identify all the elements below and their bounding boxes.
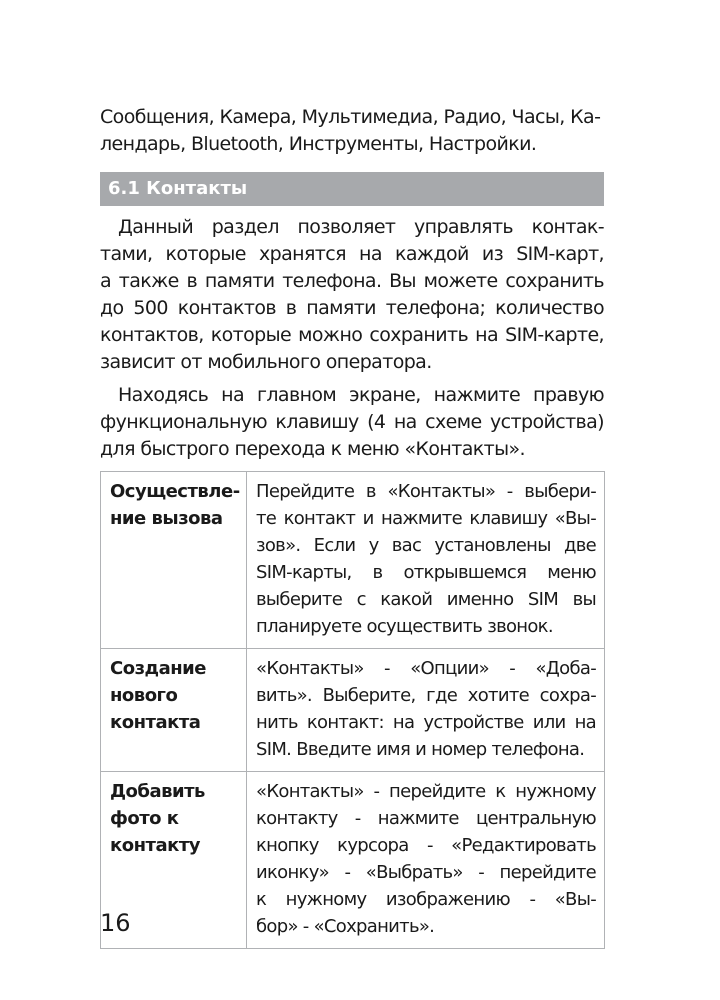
row-description-cell [247, 472, 605, 649]
row-description: бор» - «Сохранить». [256, 916, 435, 937]
text-line: лендарь, Bluetooth, Инструменты, Настройки. [100, 133, 537, 155]
row-description: кнопку курсора - «Редактировать [256, 835, 596, 856]
row-label: нового [110, 685, 178, 706]
row-description: выберите с какой именно SIM вы [256, 589, 596, 610]
functions-table [100, 471, 605, 949]
row-label: Добавить [110, 781, 205, 802]
row-description-cell [247, 772, 605, 949]
row-description: вить». Выберите, где хотите сохра- [256, 685, 596, 706]
row-label: контакта [110, 712, 201, 733]
intro-text [100, 104, 604, 158]
row-description: те контакт и нажмите клавишу «Вы- [256, 508, 596, 529]
row-label: контакту [110, 835, 200, 856]
row-label: ние вызова [110, 508, 223, 529]
paragraph-intro-contacts [100, 214, 604, 376]
text-line: а также в памяти телефона. Вы можете сохранить [100, 270, 604, 292]
text-line: Находясь на главном экране, нажмите правую [118, 384, 604, 406]
text-line: до 500 контактов в памяти телефона; количество [100, 297, 604, 319]
table-row [101, 472, 605, 649]
row-label-cell [101, 649, 247, 772]
section-heading: 6.1 Контакты [100, 172, 604, 206]
row-description: к нужному изображению - «Вы- [256, 889, 596, 910]
text-line: тами, которые хранятся на каждой из SIM-карт, [100, 243, 604, 265]
row-description-cell [247, 649, 605, 772]
text-line: зависит от мобильного оператора. [100, 351, 432, 373]
row-label: фото к [110, 808, 179, 829]
row-description: нить контакт: на устройстве или на [256, 712, 596, 733]
text-line: функциональную клавишу (4 на схеме устройства) [100, 411, 604, 433]
row-label: Создание [110, 658, 206, 679]
text-line: для быстрого перехода к меню «Контакты». [100, 438, 525, 460]
row-description: SIM-карты, в открывшемся меню [256, 562, 596, 583]
row-label: Осуществле- [110, 481, 240, 502]
row-description: Перейдите в «Контакты» - выбери- [256, 481, 596, 502]
row-description: иконку» - «Выбрать» - перейдите [256, 862, 596, 883]
text-line: Сообщения, Камера, Мультимедиа, Радио, Часы, Ка- [100, 106, 601, 128]
text-line: контактов, которые можно сохранить на SIM-карте, [100, 324, 604, 346]
row-description: SIM. Введите имя и номер телефона. [256, 739, 585, 760]
row-description: зов». Если у вас установлены две [256, 535, 596, 556]
page-content [100, 104, 604, 949]
row-description: планируете осуществить звонок. [256, 616, 553, 637]
paragraph-shortcut [100, 382, 604, 463]
table-row [101, 649, 605, 772]
row-description: «Контакты» - «Опции» - «Доба- [256, 658, 596, 679]
table-row [101, 772, 605, 949]
text-line: Данный раздел позволяет управлять контак- [118, 216, 604, 238]
row-description: «Контакты» - перейдите к нужному [256, 781, 596, 802]
page-number: 16 [100, 909, 131, 937]
row-label-cell [101, 472, 247, 649]
row-description: контакту - нажмите центральную [256, 808, 596, 829]
